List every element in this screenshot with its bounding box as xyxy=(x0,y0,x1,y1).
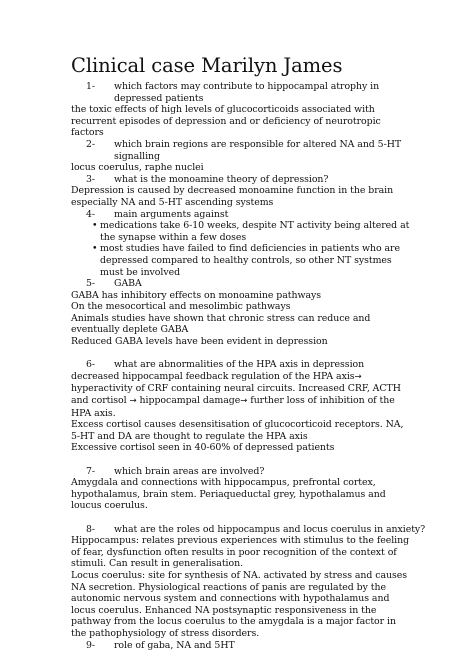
question-text: which brain areas are involved? xyxy=(114,465,265,477)
answer-5-line-1: GABA has inhibitory effects on monoamine pathways xyxy=(71,289,321,301)
question-text: role of gaba, NA and 5HT xyxy=(114,639,235,651)
arrow-right-icon: → xyxy=(354,371,362,382)
answer-5-line-3: Animals studies have shown that chronic stress can reduce and eventually deplete GABA xyxy=(71,312,371,336)
list-item-text: most studies have failed to find deficiencies in patients who are depressed compared to healthy controls, so other NT systmes must be involved xyxy=(100,243,400,278)
question-number: 4- xyxy=(86,208,96,220)
question-number: 1- xyxy=(86,81,96,92)
bullet-icon: • xyxy=(92,220,98,232)
bullet-icon: • xyxy=(92,243,98,255)
arrow-right-icon: → xyxy=(240,396,248,407)
question-9 xyxy=(71,640,411,652)
answer-1: the toxic effects of high levels of glucocorticoids associated with recurrent episodes of depression and or deficiency of neurotropic factors xyxy=(71,104,381,139)
answer-6 xyxy=(71,371,411,419)
question-number: 6- xyxy=(86,359,96,371)
question-4 xyxy=(71,209,411,221)
document-body xyxy=(71,81,426,651)
answer-3: Depression is caused by decreased monoamine function in the brain especially NA and 5-HT ascending systems xyxy=(71,185,394,208)
answer-2: locus coerulus, raphe nuclei xyxy=(71,162,204,174)
question-text: what are the roles od hippocampus and locus coerulus in anxiety? xyxy=(114,523,426,535)
answer-5-line-4: Reduced GABA levels have been evident in depression xyxy=(71,336,328,348)
question-number: 7- xyxy=(86,465,96,477)
question-number: 2- xyxy=(86,138,96,150)
question-number: 5- xyxy=(86,278,96,290)
question-number: 3- xyxy=(86,173,96,185)
question-text: which factors may contribute to hippocampal atrophy in depressed patients xyxy=(114,81,380,104)
answer-6-line-2: Excess cortisol causes desensitisation of glucocorticoid receptors. NA, 5-HT and DA are thought to regulate the HPA axis xyxy=(71,419,404,442)
answer-text: hippocampal damage xyxy=(136,395,241,407)
arrow-right-icon: → xyxy=(129,396,137,407)
answer-8-locus-coerulus: Locus coerulus: site for synthesis of NA. activated by stress and causes NA secretion. Physiological reactions of panis are regulated by the autonomic nervous system and connections with hypothalamus and locus coerulus. Enhanced NA postsynaptic responsiveness in the pathway from the locus coerulus to the amygdala is a major factor in the pathophysiology of stress disorders. xyxy=(71,569,408,639)
answer-7: Amygdala and connections with hippocampus, prefrontal cortex, hypothalamus, brain stem. Periaqueductal grey, hypothalamus and loucus coerulus. xyxy=(71,477,386,512)
question-6 xyxy=(71,359,411,371)
question-2 xyxy=(71,139,411,162)
list-item-text: medications take 6-10 weeks, despite NT activity being altered at the synapse within a few doses xyxy=(100,220,410,243)
spacer xyxy=(71,454,411,466)
answer-5-line-2: On the mesocortical and mesolimbic pathways xyxy=(71,301,291,313)
answer-text: hyperactivity of CRF containing neural circuits. Increased CRF, ACTH and cortisol xyxy=(71,383,401,407)
question-7 xyxy=(71,466,411,478)
question-1 xyxy=(71,81,411,104)
question-number: 9- xyxy=(86,639,96,651)
document-page xyxy=(71,52,426,651)
answer-6-line-3: Excessive cortisol seen in 40-60% of depressed patients xyxy=(71,442,335,454)
document-title: Clinical case Marilyn James xyxy=(71,54,343,77)
list-item xyxy=(71,220,411,243)
argument-list xyxy=(71,220,411,278)
question-text: which brain regions are responsible for altered NA and 5-HT signalling xyxy=(114,138,402,162)
answer-text: decreased hippocampal feedback regulation of the HPA axis xyxy=(71,370,355,382)
question-text: GABA xyxy=(114,278,142,290)
question-text: what is the monoamine theory of depression? xyxy=(114,173,329,185)
answer-8-hippocampus: Hippocampus: relates previous experiences with stimulus to the feeling of fear, dysfunction often results in poor recognition of the context of stimuli. Can result in generalisation. xyxy=(71,535,410,570)
list-item xyxy=(71,243,411,278)
question-text: main arguments against xyxy=(114,208,229,220)
spacer xyxy=(71,348,411,360)
question-number: 8- xyxy=(86,523,96,535)
question-3 xyxy=(71,174,411,186)
answer-text: further loss of inhibition of the HPA axis. xyxy=(71,395,395,419)
spacer xyxy=(71,512,411,524)
question-text: what are abnormalities of the HPA axis in depression xyxy=(114,359,365,371)
question-5 xyxy=(71,278,411,290)
question-8 xyxy=(71,523,426,536)
